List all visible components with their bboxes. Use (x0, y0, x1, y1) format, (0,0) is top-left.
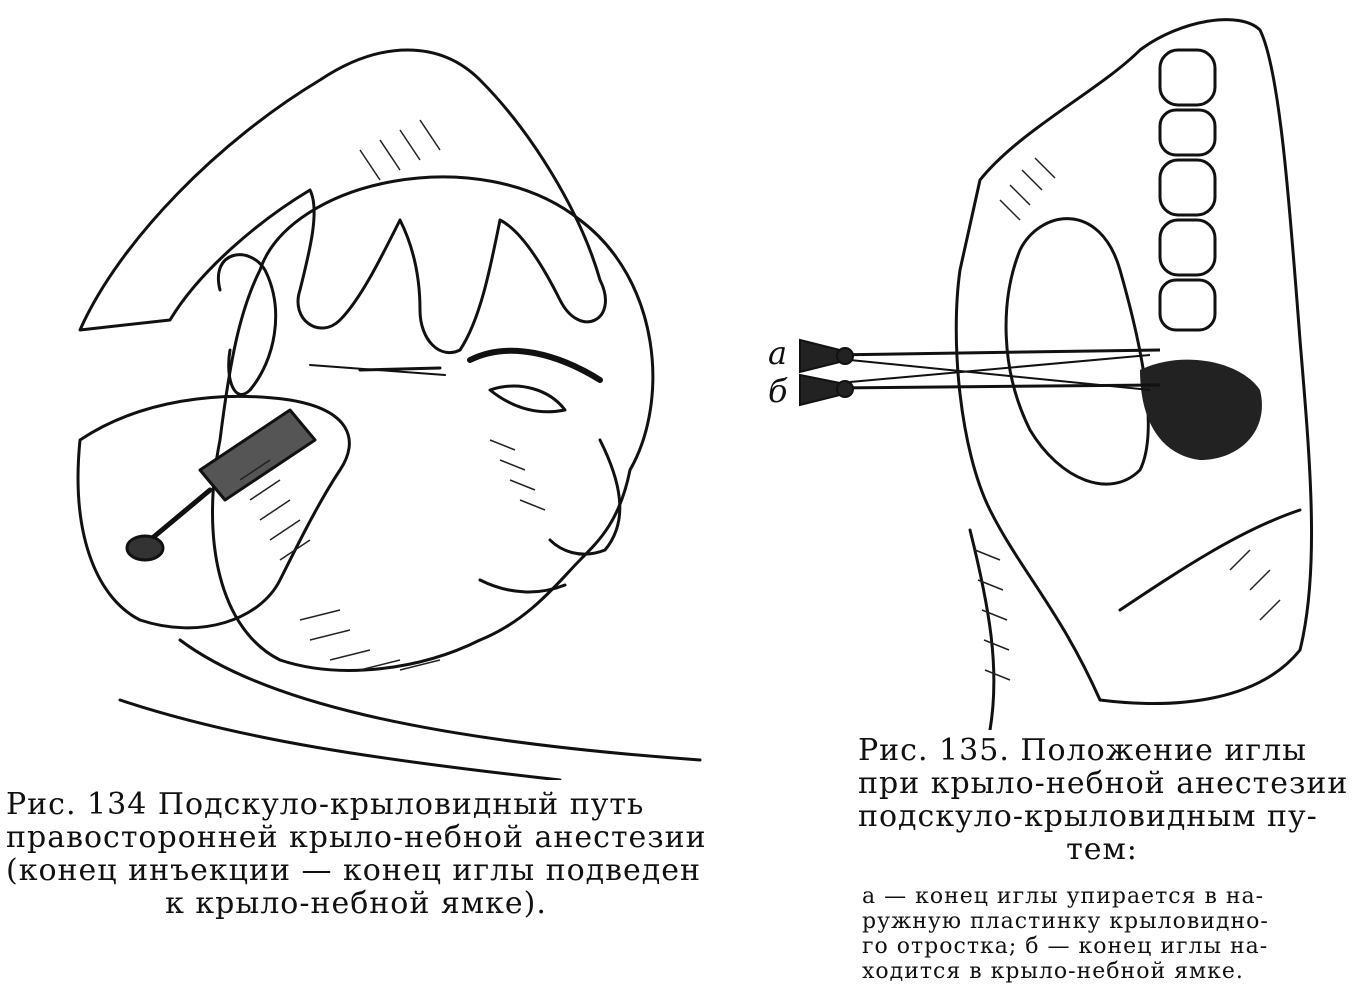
needle-b-hub (800, 375, 840, 405)
eye-outline (490, 386, 565, 412)
caption-line: правосторонней крыло-небной анестезии (6, 820, 707, 855)
figure-135-illustration (760, 10, 1320, 730)
syringe-plunger (150, 490, 210, 540)
legend-line: го отростка; б — конец иглы на- (862, 934, 1269, 959)
figure-134-caption (6, 788, 706, 920)
teeth (1160, 50, 1215, 330)
caption-line: (конец инъекции — конец иглы подведен (6, 853, 701, 888)
caption-line: Рис. 135. Положение иглы (858, 733, 1308, 768)
fossa-shading (1140, 360, 1262, 460)
needle-a (830, 350, 1160, 355)
needle-a-hub (800, 340, 840, 372)
needle-label-a: а (768, 334, 788, 372)
legend-line: ходится в крыло-небной ямке. (862, 959, 1244, 984)
collar-outline (180, 640, 700, 760)
figure-135-caption (858, 733, 1349, 867)
caption-line: Рис. 134 Подскуло-крыловидный путь (6, 787, 645, 822)
nose-outline (550, 440, 620, 554)
ear-outline (218, 255, 275, 395)
caption-line: к крыло-небной ямке). (165, 886, 547, 921)
needle-label-b: б (768, 372, 788, 410)
figure-134-illustration (60, 20, 760, 780)
caption-line: подскуло-крыловидным пу- (858, 799, 1318, 834)
eyebrow (470, 351, 600, 380)
legend-line: ружную пластинку крыловидно- (862, 909, 1269, 934)
upper-hand-outline (80, 50, 605, 353)
mouth-outline (480, 580, 565, 592)
caption-line: тем: (1066, 832, 1138, 867)
caption-line: при крыло-небной анестезии (858, 766, 1349, 801)
figure-135-legend (862, 884, 1346, 984)
legend-line: а — конец иглы упирается в на- (862, 884, 1265, 909)
